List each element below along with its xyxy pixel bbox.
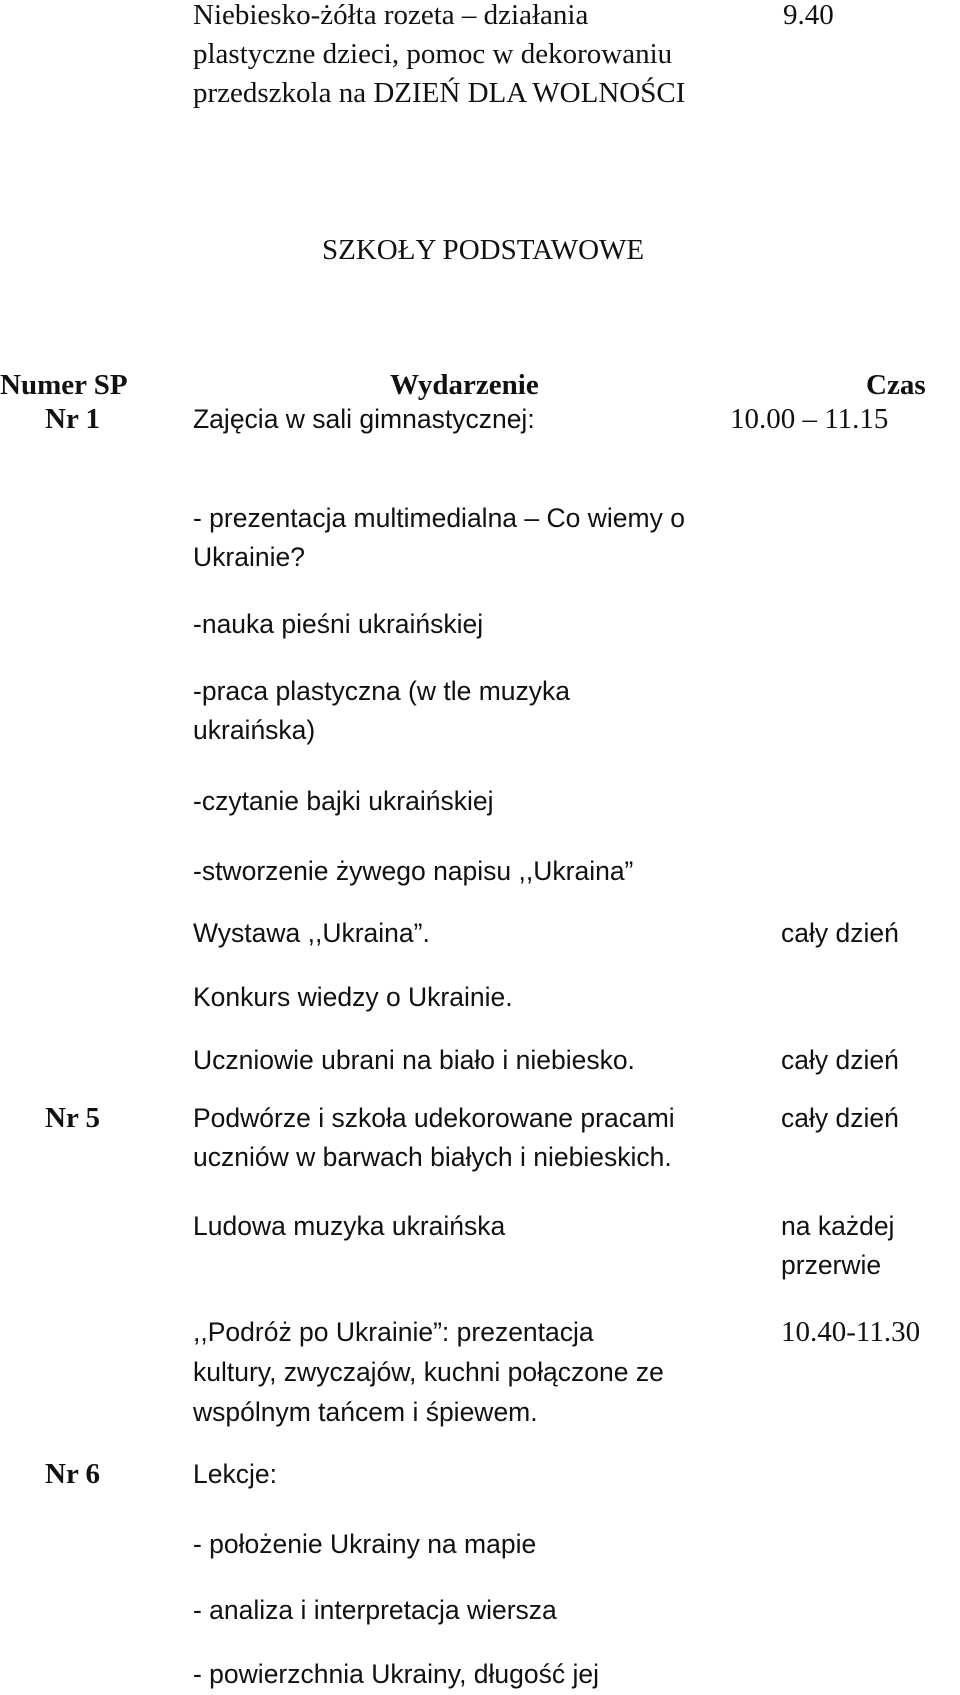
row-event: -praca plastyczna (w tle muzyka (193, 676, 571, 706)
row-number-nr5: Nr 5 (45, 1102, 101, 1134)
row-event: Zajęcia w sali gimnastycznej: (193, 404, 535, 434)
row-event-cont: ukraińska) (193, 715, 316, 745)
row-time: cały dzień (781, 1045, 899, 1075)
row-event: Konkurs wiedzy o Ukrainie. (193, 982, 513, 1012)
row-number-nr6: Nr 6 (45, 1458, 101, 1490)
row-event: - powierzchnia Ukrainy, długość jej (193, 1659, 600, 1689)
row-time: 10.00 – 11.15 (730, 403, 889, 435)
row-time: 10.40-11.30 (781, 1316, 921, 1348)
row-event: Ludowa muzyka ukraińska (193, 1211, 506, 1241)
row-event: -czytanie bajki ukraińskiej (193, 786, 494, 816)
row-event: -stworzenie żywego napisu ,,Ukraina” (193, 856, 634, 886)
row-event: Podwórze i szkoła udekorowane pracami (193, 1103, 675, 1133)
row-event-cont: uczniów w barwach białych i niebieskich. (193, 1142, 672, 1172)
row-event-cont: wspólnym tańcem i śpiewem. (193, 1397, 538, 1427)
row-event-cont: Ukrainie? (193, 542, 305, 572)
section-title: SZKOŁY PODSTAWOWE (322, 234, 645, 266)
row-event: Uczniowie ubrani na biało i niebiesko. (193, 1045, 635, 1075)
row-event: Lekcje: (193, 1459, 277, 1489)
row-time: cały dzień (781, 918, 899, 948)
header-time: Czas (866, 369, 926, 401)
row-time: cały dzień (781, 1103, 899, 1133)
row-event: - prezentacja multimedialna – Co wiemy o (193, 503, 685, 533)
row-event: Wystawa ,,Ukraina”. (193, 918, 430, 948)
intro-line-2: plastyczne dzieci, pomoc w dekorowaniu (193, 38, 673, 70)
row-time-cont: przerwie (781, 1250, 882, 1280)
intro-line-1: Niebiesko-żółta rozeta – działania (193, 0, 589, 31)
header-event: Wydarzenie (390, 369, 539, 401)
intro-line-3: przedszkola na DZIEŃ DLA WOLNOŚCI (193, 77, 686, 109)
header-number: Numer SP (0, 369, 128, 401)
row-time: na każdej (781, 1211, 895, 1241)
row-number-nr1: Nr 1 (45, 403, 101, 435)
row-event: ,,Podróż po Ukrainie”: prezentacja (193, 1317, 594, 1347)
row-event-cont: kultury, zwyczajów, kuchni połączone ze (193, 1357, 664, 1387)
intro-time: 9.40 (783, 0, 834, 31)
row-event: - analiza i interpretacja wiersza (193, 1595, 557, 1625)
row-event: - położenie Ukrainy na mapie (193, 1529, 537, 1559)
row-event: -nauka pieśni ukraińskiej (193, 609, 484, 639)
